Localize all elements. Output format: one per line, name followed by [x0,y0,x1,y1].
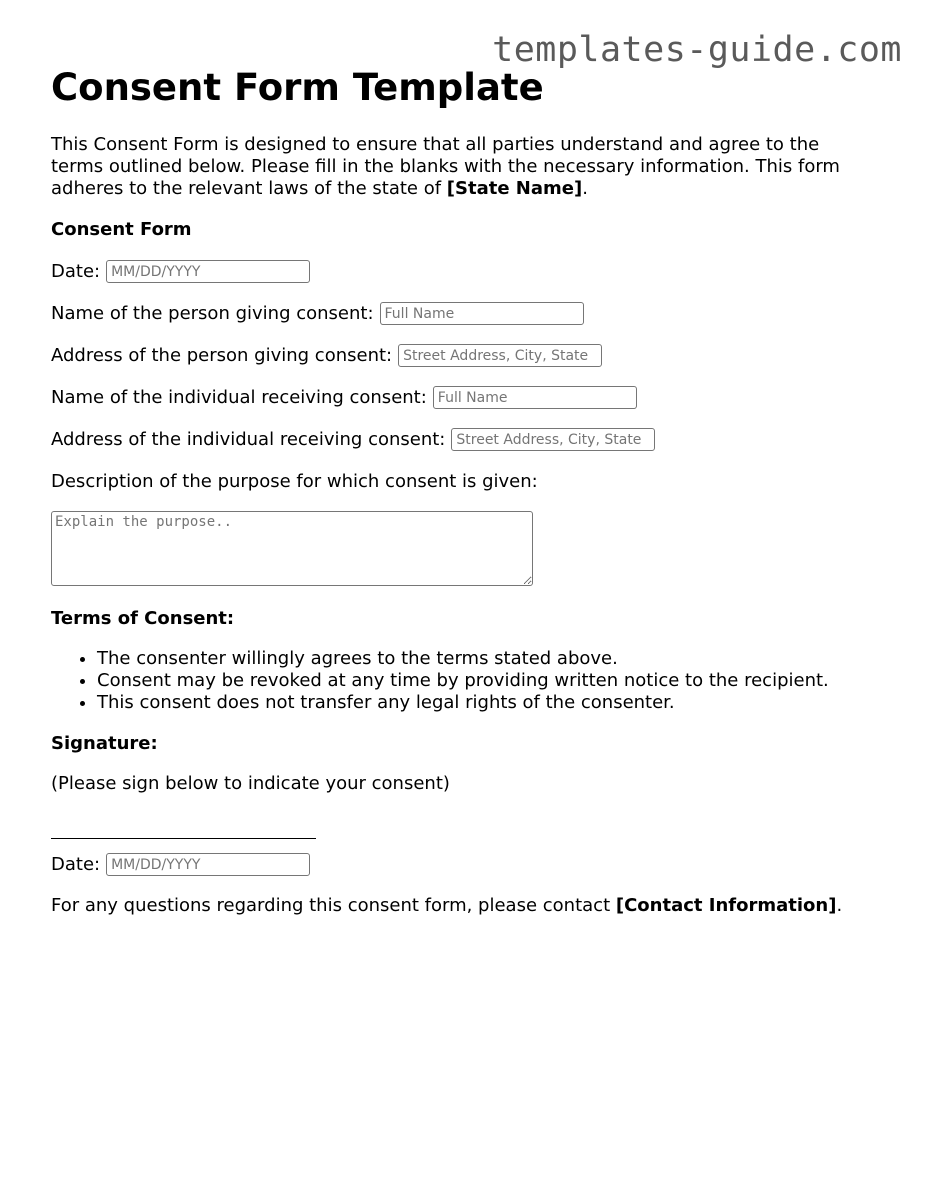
terms-list [51,648,871,714]
signature-heading: Signature: [51,733,158,754]
contact-info-placeholder: [Contact Information] [615,895,837,916]
giver-address-label: Address of the person giving consent: [51,344,393,366]
terms-list-item: • Consent may be revoked at any time by providing written notice to the recipient. [97,670,871,692]
consent-form-heading: Consent Form [51,219,192,240]
date-label: Date: [51,260,101,282]
giver-name-row [51,302,871,325]
intro-text: This Consent Form is designed to ensure that all parties understand and agree to the terms outlined below. Please fill in the blanks with the necessary information. This form adheres to the relevant laws of the state of [51,134,840,199]
receiver-name-label: Name of the individual receiving consent: [51,386,427,408]
receiver-address-label: Address of the individual receiving consent: [51,428,446,450]
receiver-name-row [51,386,871,409]
receiver-address-row [51,428,871,451]
signature-line[interactable] [51,823,316,839]
signature-date-row [51,853,871,876]
giver-address-input[interactable] [398,344,602,367]
terms-list-item: • This consent does not transfer any legal rights of the consenter. [97,692,871,714]
contact-paragraph [51,895,871,917]
date-row [51,260,871,283]
giver-address-row [51,344,871,367]
page-title: Consent Form Template [51,66,544,109]
receiver-address-input[interactable] [451,428,655,451]
terms-heading: Terms of Consent: [51,608,235,629]
terms-list-item: • The consenter willingly agrees to the terms stated above. [97,648,871,670]
contact-end: . [836,895,843,916]
intro-paragraph [51,134,871,200]
purpose-label: Description of the purpose for which consent is given: [51,471,538,492]
state-name-placeholder: [State Name] [446,178,583,199]
watermark-text: templates-guide.com [492,30,902,70]
consent-document [51,66,871,935]
signature-note: (Please sign below to indicate your consent) [51,773,450,794]
signature-date-label: Date: [51,853,101,875]
contact-text: For any questions regarding this consent form, please contact [51,895,616,916]
purpose-textarea[interactable] [51,511,533,586]
giver-name-label: Name of the person giving consent: [51,302,374,324]
giver-name-input[interactable] [380,302,584,325]
intro-end: . [582,178,588,199]
signature-date-input[interactable] [106,853,310,876]
receiver-name-input[interactable] [433,386,637,409]
date-input[interactable] [106,260,310,283]
